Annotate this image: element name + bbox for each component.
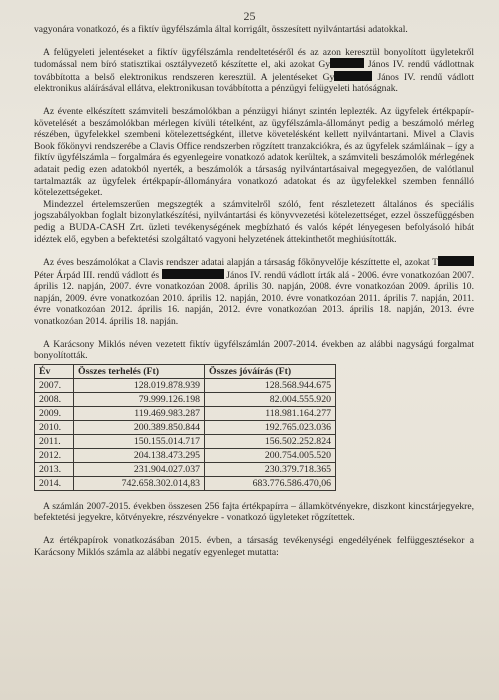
document-body	[34, 24, 474, 569]
cell-credit: 128.568.944.675	[205, 378, 336, 392]
cell-credit: 200.754.005.520	[205, 448, 336, 462]
cell-credit: 683.776.586.470,06	[205, 476, 336, 490]
table-header-row	[35, 364, 336, 378]
page-number: 25	[243, 9, 256, 23]
paragraph-negative-balance	[34, 535, 474, 558]
header-debits: Összes terhelés (Ft)	[74, 364, 205, 378]
cell-credit: 230.379.718.365	[205, 462, 336, 476]
paragraph-text: János IV. rendű vádlott írták alá - 2006. évre vonatkozóan 2007. április 12. napján, 2007. évre vonatkozóan 2008. április 30. napján, 2008. évre vonatkozóan 2009. április 10. napján, 2009. évre vonatkozóan 2010. április 12. napján, 2010. évre vonatkozóan 2011. április 7. napján, 2011. évre vonatkozóan 2012. április 16. napján, 2012. évre vonatkozóan 2013. április 18. napján, 2013. évre vonatkozóan 2014. április 18. napján.	[34, 269, 474, 328]
paragraph-supervisory-reports	[34, 47, 474, 95]
cell-year: 2011.	[35, 434, 74, 448]
paragraph-turnover-intro	[34, 339, 474, 362]
cell-debit: 150.155.014.717	[74, 434, 205, 448]
table-row	[35, 406, 336, 420]
cell-year: 2007.	[35, 378, 74, 392]
paragraph-continuation	[34, 24, 474, 36]
paragraph-text: vagyonára vonatkozó, és a fiktív ügyfélszámla által korrigált, összesített nyilvántartási adatokkal.	[34, 24, 408, 35]
cell-debit: 119.469.983.287	[74, 406, 205, 420]
cell-credit: 82.004.555.920	[205, 392, 336, 406]
paragraph-financial-statements	[34, 106, 474, 199]
cell-credit: 156.502.252.824	[205, 434, 336, 448]
paragraph-text: János IV. rendű vádlott elektronikus aláírásával ellátva, elektronikusan továbbította a pénzügyi felügyeleti hatóságnak.	[34, 71, 474, 95]
paragraph-text: Az értékpapírok vonatkozásában 2015. évben, a társaság tevékenységi engedélyének felfüggesztésekor a Karácsony Miklós számla az alábbi negatív egyenleget mutatta:	[34, 535, 474, 558]
cell-year: 2008.	[35, 392, 74, 406]
table-row	[35, 476, 336, 490]
paragraph-text: A számlán 2007-2015. években összesen 256 fajta értékpapírra – államkötvényekre, diszkont kincstárjegyekre, befektetési jegyekre, kötvényekre, részvényekre - vonatkozó ügyleteket rögzítettek.	[34, 500, 474, 524]
table-row	[35, 392, 336, 406]
cell-debit: 204.138.473.295	[74, 448, 205, 462]
cell-debit: 79.999.126.198	[74, 392, 205, 406]
paragraph-securities-count	[34, 501, 474, 524]
paragraph-annual-reports	[34, 256, 474, 328]
cell-year: 2014.	[35, 476, 74, 490]
cell-debit: 742.658.302.014,83	[74, 476, 205, 490]
cell-debit: 200.389.850.844	[74, 420, 205, 434]
table-row	[35, 434, 336, 448]
cell-year: 2009.	[35, 406, 74, 420]
cell-debit: 128.019.878.939	[74, 378, 205, 392]
cell-credit: 192.765.023.036	[205, 420, 336, 434]
redaction-block	[162, 269, 224, 279]
paragraph-text: A Karácsony Miklós néven vezetett fiktív ügyfélszámlán 2007-2014. években az alábbi nagyságú forgalmat bonyolították.	[34, 338, 474, 362]
paragraph-text: A felügyeleti jelentéseket a fiktív ügyfélszámla rendeltetéséről és az azon keresztül bonyolított ügyletekről tudomással nem bíró statisztikai osztályvezető készítette el, aki azokat Gy	[34, 46, 474, 71]
cell-year: 2013.	[35, 462, 74, 476]
cell-year: 2012.	[35, 448, 74, 462]
paragraph-text: János IV. rendű vádlottnak továbbította a belső elektronikus rendszeren keresztül. A jelentéseket Gy	[34, 59, 474, 83]
header-year: Év	[35, 364, 74, 378]
paragraph-text: Az évente elkészített számviteli beszámolókban a pénzügyi hiányt szintén leplezték. Az ügyfelek értékpapír-követelését a beszámolókban mérlegen kívüli tételként, az ügyfélszámla-állományt pedig a beszámoló mérleg részében, ügyfelekkel szembeni kötelezettségként, illetve követelésként kellett nyilvántartani. Mivel a Clavis Book főkönyvi rendszerébe a Clavis Office rendszerben rögzített tranzakciókra, és az ügyfelek számláinak – így a fiktív ügyfélszámla – forgalmára és egyenlegeire vonatkozó adatok kerültek, a számviteli beszámolók mérlegének adatait pedig ezen adatokból nyerték, a beszámolók a társaság nyilvántartásaival megegyezően, de valótlanul tartalmazták az ügyfelek értékpapír-állományára vonatkozó adatokat és az ügyfelekkel szemben fennálló kötelezettségeket.	[34, 105, 474, 199]
header-credits: Összes jóváírás (Ft)	[205, 364, 336, 378]
table-row	[35, 378, 336, 392]
redaction-block	[438, 256, 474, 266]
table-row	[35, 462, 336, 476]
paragraph-violations	[34, 199, 474, 245]
table-row	[35, 448, 336, 462]
redaction-block	[334, 71, 372, 81]
paragraph-text: Péter Árpád III. rendű vádlott és	[34, 269, 162, 281]
paragraph-text: Az éves beszámolókat a Clavis rendszer adatai alapján a társaság főkönyvelője készíttette el, azokat T	[43, 257, 438, 269]
cell-year: 2010.	[35, 420, 74, 434]
turnover-table-wrap	[34, 364, 474, 491]
turnover-table	[34, 364, 336, 491]
table-row	[35, 420, 336, 434]
cell-debit: 231.904.027.037	[74, 462, 205, 476]
paragraph-text: Mindezzel értelemszerűen megszegték a számvitelről szóló, fent részletezett általános és speciális jogszabályokban foglalt bizonylatkészítési, nyilvántartási és könyvvezetési kötelezettséget, ezzel összefüggésben pedig a BUDA-CASH Zrt. üzleti tevékenységének megbízható és valós képét lényegesen befolyásoló hibát idéztek elő, egyben a befektetési szolgáltató vagyoni helyzetének áttekinthetőt meghiúsították.	[34, 198, 474, 245]
redaction-block	[330, 58, 364, 68]
cell-credit: 118.981.164.277	[205, 406, 336, 420]
